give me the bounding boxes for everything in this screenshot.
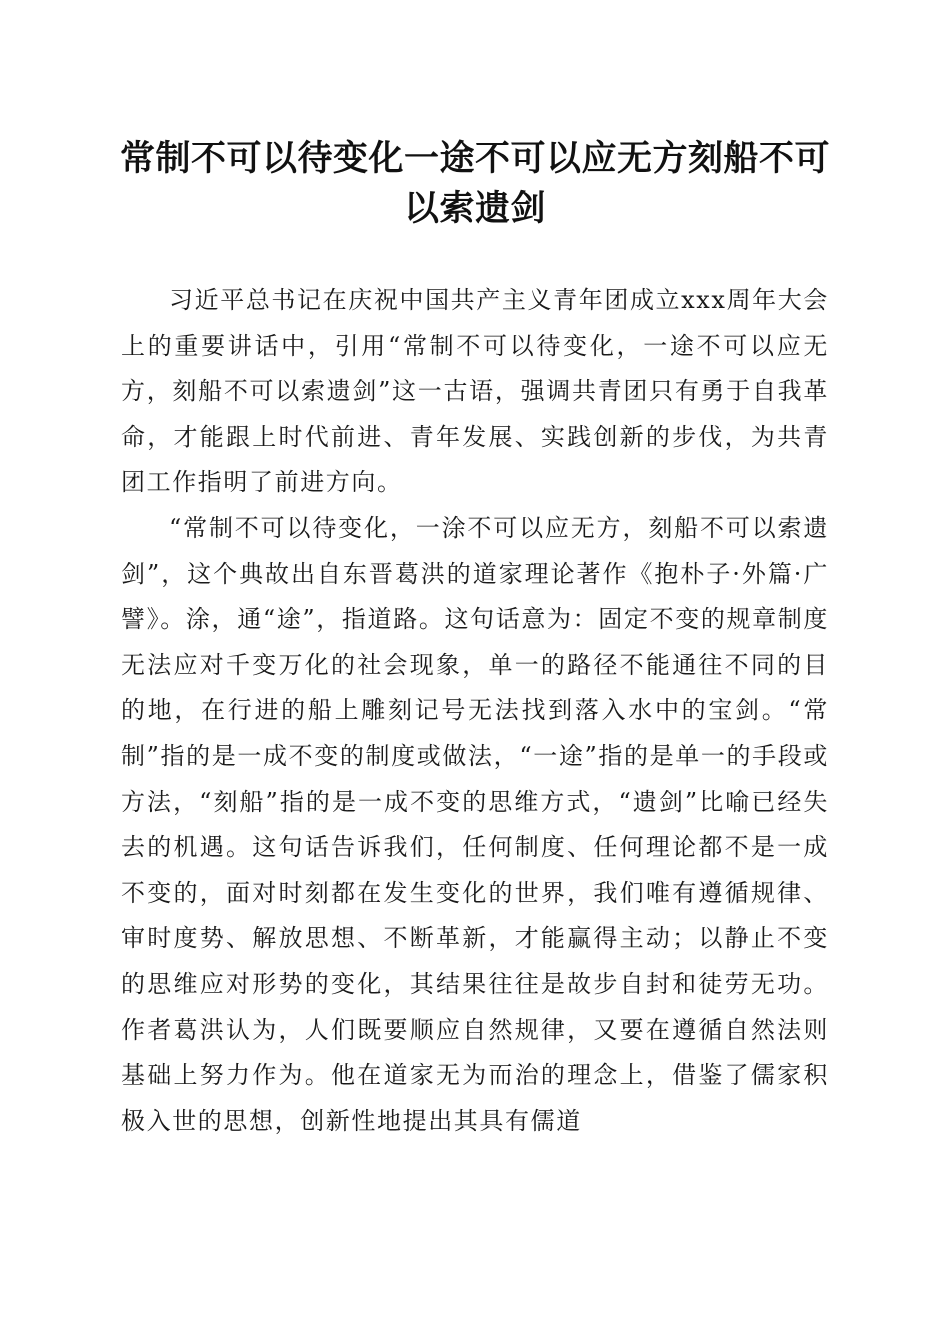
paragraph: “常制不可以待变化，一涂不可以应无方，刻船不可以索遗剑”，这个典故出自东晋葛洪的道家理论著作《抱朴子·外篇·广譬》。涂，通“途”，指道路。这句话意为：固定不变的规章制度无法应对千变万化的社会现象，单一的路径不能通往不同的目的地，在行进的船上雕刻记号无法找到落入水中的宝剑。“常制”指的是一成不变的制度或做法，“一途”指的是单一的手段或方法，“刻船”指的是一成不变的思维方式，“遗剑”比喻已经失去的机遇。这句话告诉我们，任何制度、任何理论都不是一成不变的，面对时刻都在发生变化的世界，我们唯有遵循规律、审时度势、解放思想、不断革新，才能赢得主动；以静止不变的思维应对形势的变化，其结果往往是故步自封和徒劳无功。作者葛洪认为，人们既要顺应自然规律，又要在遵循自然法则基础上努力作为。他在道家无为而治的理念上，借鉴了儒家积极入世的思想，创新性地提出其具有儒道: [121, 513, 829, 1135]
document-title: 常制不可以待变化一途不可以应无方刻船不可以索遗剑: [119, 138, 830, 229]
document-body: [121, 278, 829, 1144]
paragraph: 习近平总书记在庆祝中国共产主义青年团成立xxx周年大会上的重要讲话中，引用“常制不可以待变化，一途不可以应无方，刻船不可以索遗剑”这一古语，强调共青团只有勇于自我革命，才能跟上时代前进、青年发展、实践创新的步伐，为共青团工作指明了前进方向。: [121, 286, 829, 497]
